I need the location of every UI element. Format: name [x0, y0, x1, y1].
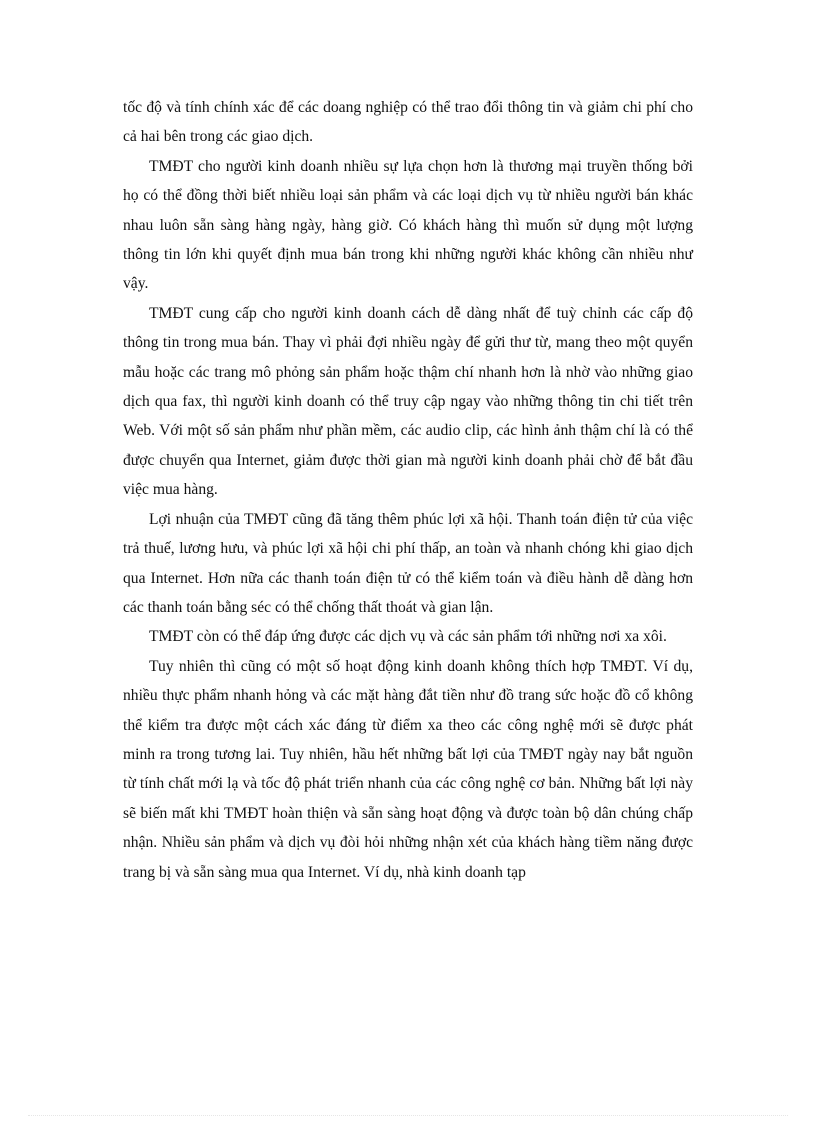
paragraph-social-welfare: Lợi nhuận của TMĐT cũng đã tăng thêm phúc lợi xã hội. Thanh toán điện tử của việc trả thuế, lương hưu, và phúc lợi xã hội chi phí thấp, an toàn và nhanh chóng khi giao dịch qua Internet. Hơn nữa các thanh toán điện tử có thể kiểm toán và điều hành dễ dàng hơn các thanh toán bằng séc có thể chống thất thoát và gian lận. [123, 510, 693, 616]
paragraph-remote-areas: TMĐT còn có thể đáp ứng được các dịch vụ và các sản phẩm tới những nơi xa xôi. [149, 628, 667, 646]
document-body [123, 93, 693, 887]
paragraph-limitations: Tuy nhiên thì cũng có một số hoạt động kinh doanh không thích hợp TMĐT. Ví dụ, nhiều thực phẩm nhanh hỏng và các mặt hàng đắt tiền như đồ trang sức hoặc đồ cổ không thể kiểm tra được một cách xác đáng từ điểm xa theo các công nghệ mới sẽ được phát minh ra trong tương lai. Tuy nhiên, hầu hết những bất lợi của TMĐT ngày nay bắt nguồn từ tính chất mới lạ và tốc độ phát triển nhanh của các công nghệ cơ bản. Những bất lợi này sẽ biến mất khi TMĐT hoàn thiện và sẵn sàng hoạt động và được toàn bộ dân chúng chấp nhận. Nhiều sản phẩm và dịch vụ đòi hỏi những nhận xét của khách hàng tiềm năng được trang bị và sẵn sàng mua qua Internet. Ví dụ, nhà kinh doanh tạp [123, 657, 693, 881]
page-bottom-divider [28, 1115, 788, 1116]
paragraph-choice: TMĐT cho người kinh doanh nhiều sự lựa chọn hơn là thương mại truyền thống bởi họ có thể đồng thời biết nhiều loại sản phẩm và các loại dịch vụ từ nhiều người bán khác nhau luôn sẵn sàng hàng ngày, hàng giờ. Có khách hàng thì muốn sử dụng một lượng thông tin lớn khi quyết định mua bán trong khi những người khác không cần nhiều như vậy. [123, 157, 693, 293]
paragraph-customization: TMĐT cung cấp cho người kinh doanh cách dễ dàng nhất để tuỳ chỉnh các cấp độ thông tin trong mua bán. Thay vì phải đợi nhiều ngày để gửi thư từ, mang theo một quyển mẫu hoặc các trang mô phỏng sản phẩm hoặc thậm chí nhanh hơn là nhờ vào những giao dịch qua fax, thì người kinh doanh có thể truy cập ngay vào những thông tin chi tiết trên Web. Với một số sản phẩm như phần mềm, các audio clip, các hình ảnh thậm chí là có thể được chuyển qua Internet, giảm được thời gian mà người kinh doanh phải chờ để bắt đầu việc mua hàng. [123, 304, 693, 499]
paragraph-continuation: tốc độ và tính chính xác để các doang nghiệp có thể trao đổi thông tin và giảm chi phí cho cả hai bên trong các giao dịch. [123, 99, 693, 146]
